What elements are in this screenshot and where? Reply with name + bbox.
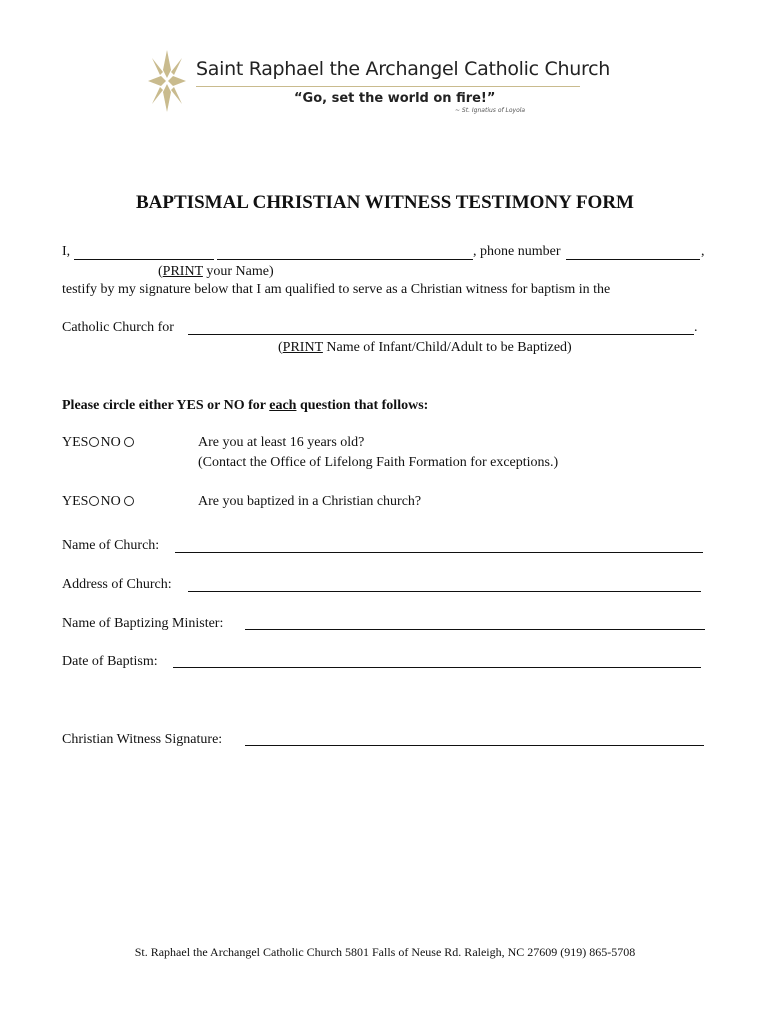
intro-prefix: I,	[62, 244, 71, 259]
baptism-date-input-line[interactable]	[173, 667, 701, 668]
church-motto: “Go, set the world on fire!”	[294, 91, 496, 106]
yes-radio-circle[interactable]	[89, 496, 99, 506]
no-label: NO	[100, 435, 121, 450]
church-name-input-line[interactable]	[175, 552, 703, 553]
phone-input-line[interactable]	[566, 259, 700, 260]
name-input-line-2[interactable]	[217, 259, 473, 260]
no-label: NO	[100, 494, 121, 509]
print-baptized-caption: (PRINT Name of Infant/Child/Adult to be Baptized)	[278, 340, 572, 355]
minister-label: Name of Baptizing Minister:	[62, 616, 224, 631]
church-logo-icon	[146, 48, 188, 114]
question-1-text: Are you at least 16 years old?	[198, 435, 365, 450]
baptized-name-input-line[interactable]	[188, 334, 694, 335]
no-radio-circle[interactable]	[124, 496, 134, 506]
yes-label: YES	[62, 494, 89, 509]
question-1-options	[62, 435, 135, 451]
name-input-line-1[interactable]	[74, 259, 214, 260]
signature-label: Christian Witness Signature:	[62, 732, 223, 747]
minister-input-line[interactable]	[245, 629, 705, 630]
church-address-label: Address of Church:	[62, 577, 172, 592]
yes-label: YES	[62, 435, 89, 450]
motto-attribution: ~ St. Ignatius of Loyola	[455, 107, 526, 114]
intro-period: .	[694, 320, 698, 335]
baptism-date-label: Date of Baptism:	[62, 654, 158, 669]
form-title: BAPTISMAL CHRISTIAN WITNESS TESTIMONY FORM	[136, 192, 634, 213]
intro-comma: ,	[701, 244, 705, 259]
church-name: Saint Raphael the Archangel Catholic Church	[196, 58, 610, 80]
no-radio-circle[interactable]	[124, 437, 134, 447]
signature-input-line[interactable]	[245, 745, 704, 746]
print-name-caption: (PRINT your Name)	[158, 264, 274, 279]
church-address-input-line[interactable]	[188, 591, 701, 592]
question-1-note: (Contact the Office of Lifelong Faith Formation for exceptions.)	[198, 455, 559, 470]
yes-radio-circle[interactable]	[89, 437, 99, 447]
catholic-church-label: Catholic Church for	[62, 320, 174, 335]
church-name-label: Name of Church:	[62, 538, 160, 553]
phone-label: , phone number	[473, 244, 561, 259]
footer-contact: St. Raphael the Archangel Catholic Church 5801 Falls of Neuse Rd. Raleigh, NC 27609 (919) 865-5708	[134, 945, 636, 959]
testify-statement: testify by my signature below that I am qualified to serve as a Christian witness for baptism in the	[62, 282, 611, 297]
instructions: Please circle either YES or NO for each question that follows:	[62, 398, 429, 413]
question-2-options	[62, 494, 135, 510]
header-divider	[196, 86, 580, 87]
question-2-text: Are you baptized in a Christian church?	[198, 494, 422, 509]
